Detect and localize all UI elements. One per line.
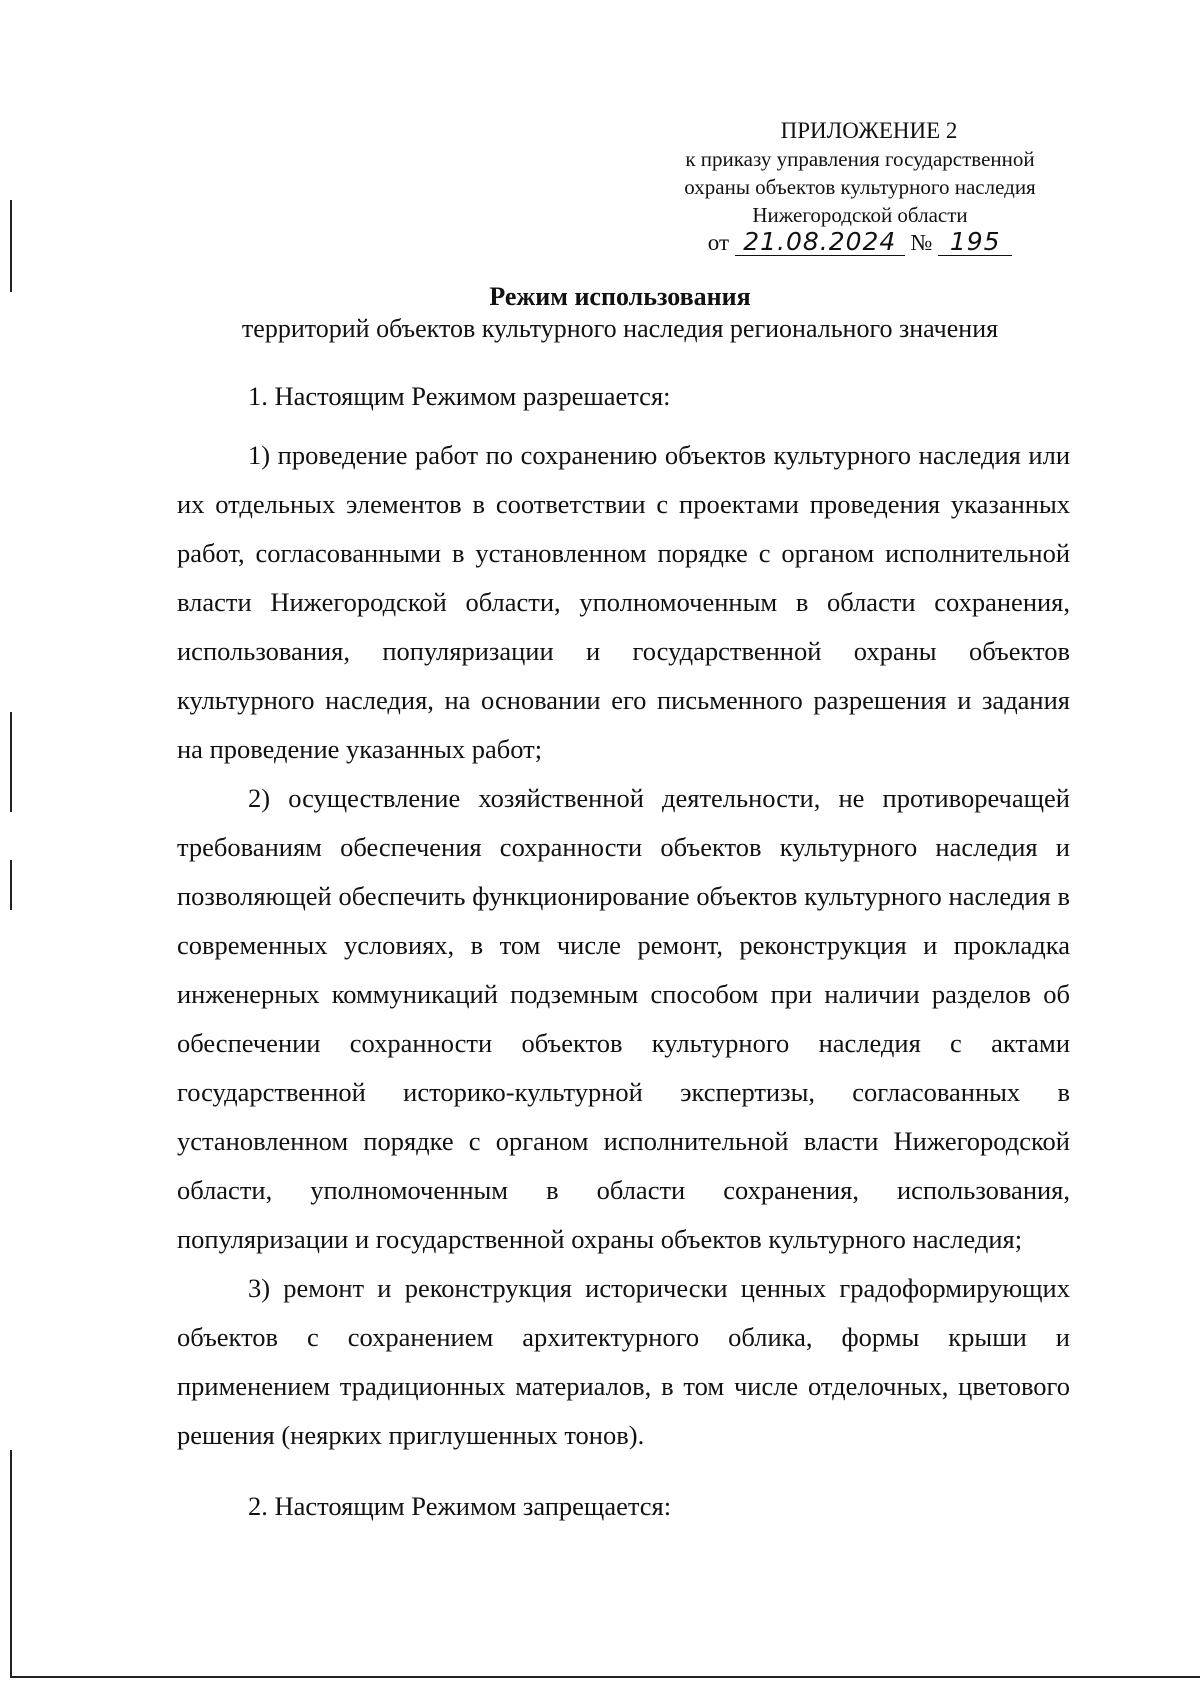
document-subtitle: территорий объектов культурного наследия регионального значения <box>241 314 999 343</box>
scan-edge-mark-bottom-left <box>10 1450 12 1678</box>
paragraph-item-1: 1) проведение работ по сохранению объектов культурного наследия или их отдельных элементов в соответствии с проектами проведения указанных работ, согласованными в установленном порядке с органом исполнительной власти Нижегородской области, уполномоченным в области сохранения, использования, популяризации и государственной охраны объектов культурного наследия, на основании его письменного разрешения и задания на проведение указанных работ; <box>177 440 1070 764</box>
handwritten-date: 21.08.2024 <box>735 229 905 256</box>
date-prefix: от <box>707 230 730 255</box>
scan-edge-mark-mid-left <box>10 712 12 812</box>
paragraph-section-2: 2. Настоящим Режимом запрещается: <box>248 1491 672 1521</box>
number-sign: № <box>910 230 933 255</box>
handwritten-number: 195 <box>938 229 1012 256</box>
scan-edge-mark-bottom <box>10 1676 1200 1678</box>
annex-line-2: охраны объектов культурного наследия <box>684 175 1036 199</box>
annex-title: ПРИЛОЖЕНИЕ 2 <box>780 118 958 143</box>
scan-edge-mark-top-left <box>10 200 12 292</box>
document-title: Режим использования <box>489 282 751 311</box>
paragraph-section-1: 1. Настоящим Режимом разрешается: <box>248 381 671 411</box>
paragraph-item-3: 3) ремонт и реконструкция исторически ценных градоформирующих объектов с сохранением архитектурного облика, формы крыши и применением традиционных материалов, в том числе отделочных, цветового решения (неярких приглушенных тонов). <box>177 1273 1070 1450</box>
annex-line-3: Нижегородской области <box>752 203 968 227</box>
paragraph-item-2: 2) осуществление хозяйственной деятельности, не противоречащей требованиям обеспечения сохранности объектов культурного наследия и позволяющей обеспечить функционирование объектов культурного наследия в современных условиях, в том числе ремонт, реконструкция и прокладка инженерных коммуникаций подземным способом при наличии разделов об обеспечении сохранности объектов культурного наследия с актами государственной историко-культурной экспертизы, согласованных в установленном порядке с органом исполнительной власти Нижегородской области, уполномоченным в области сохранения, использования, популяризации и государственной охраны объектов культурного наследия; <box>177 783 1070 1254</box>
scan-edge-mark-lower-left <box>10 860 12 910</box>
annex-line-1: к приказу управления государственной <box>685 147 1035 171</box>
annex-block <box>640 117 1080 257</box>
document-body <box>177 372 1070 1531</box>
annex-date-line <box>640 229 1080 257</box>
